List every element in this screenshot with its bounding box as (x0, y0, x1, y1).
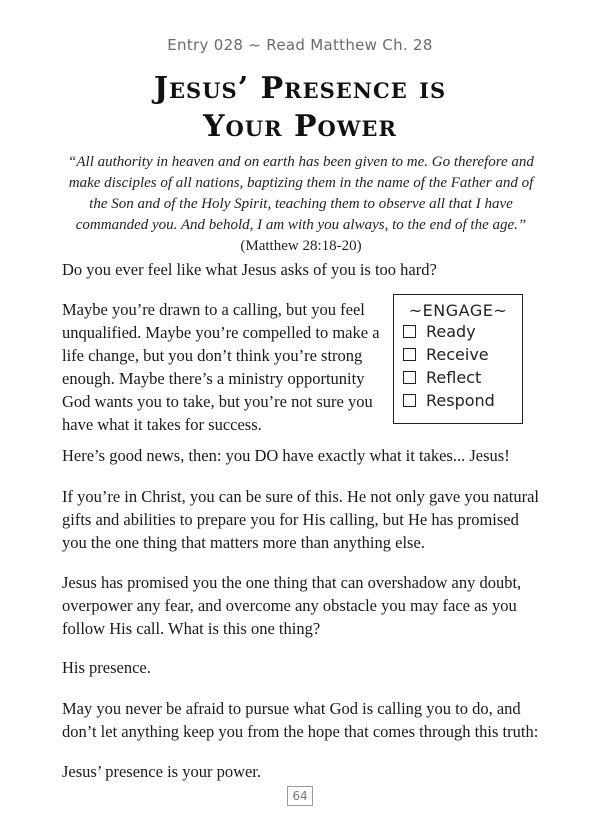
engage-item-label: Ready (426, 322, 476, 341)
engage-item-label: Respond (426, 391, 495, 410)
engage-item-respond[interactable] (403, 389, 522, 412)
entry-header: Entry 028 ~ Read Matthew Ch. 28 (167, 36, 433, 54)
checkbox-receive[interactable] (403, 348, 416, 361)
page-number: 64 (287, 786, 313, 806)
paragraph-question: Do you ever feel like what Jesus asks of you is too hard? (62, 260, 437, 279)
engage-title: ~ENGAGE~ (408, 301, 508, 320)
paragraph-in-christ: If you’re in Christ, you can be sure of this. He not only gave you natural gifts and abilities to prepare you for His calling, but He has promised you the one thing that matters more than anything else. (62, 487, 540, 552)
engage-item-label: Reflect (426, 368, 482, 387)
paragraph-promised: Jesus has promised you the one thing that can overshadow any doubt, overpower any fear, and overcome any obstacle you may face as you follow His call. What is this one thing? (62, 573, 522, 638)
paragraph-final: Jesus’ presence is your power. (62, 762, 262, 781)
engage-item-ready[interactable] (403, 320, 522, 343)
paragraph-calling: Maybe you’re drawn to a calling, but you feel unqualified. Maybe you’re compelled to make a life change, but you don’t think you’re strong enough. Maybe there’s a ministry opportunity God wants you to take, but you’re not sure you have what it takes for success. (62, 300, 380, 434)
engage-checklist (393, 294, 523, 424)
checkbox-reflect[interactable] (403, 371, 416, 384)
engage-item-receive[interactable] (403, 343, 522, 366)
engage-item-label: Receive (426, 345, 489, 364)
paragraph-good-news: Here’s good news, then: you DO have exactly what it takes... Jesus! (62, 446, 510, 465)
checkbox-respond[interactable] (403, 394, 416, 407)
engage-item-reflect[interactable] (403, 366, 522, 389)
page-title-line-1: Jesus’ Presence is (153, 71, 447, 106)
scripture-text: “All authority in heaven and on earth has been given to me. Go therefore and make disciples of all nations, baptizing them in the name of the Father and of the Son and of the Holy Spirit, teaching them to observe all that I have commanded you. And behold, I am with you always, to the end of the age.” (68, 154, 534, 233)
checkbox-ready[interactable] (403, 325, 416, 338)
scripture-quote (60, 152, 542, 257)
paragraph-presence: His presence. (62, 658, 151, 677)
page-title-line-2: Your Power (203, 109, 397, 144)
paragraph-afraid: May you never be afraid to pursue what God is calling you to do, and don’t let anything keep you from the hope that comes through this truth: (62, 699, 539, 741)
page-title (0, 70, 600, 146)
scripture-reference: (Matthew 28:18-20) (240, 238, 362, 254)
